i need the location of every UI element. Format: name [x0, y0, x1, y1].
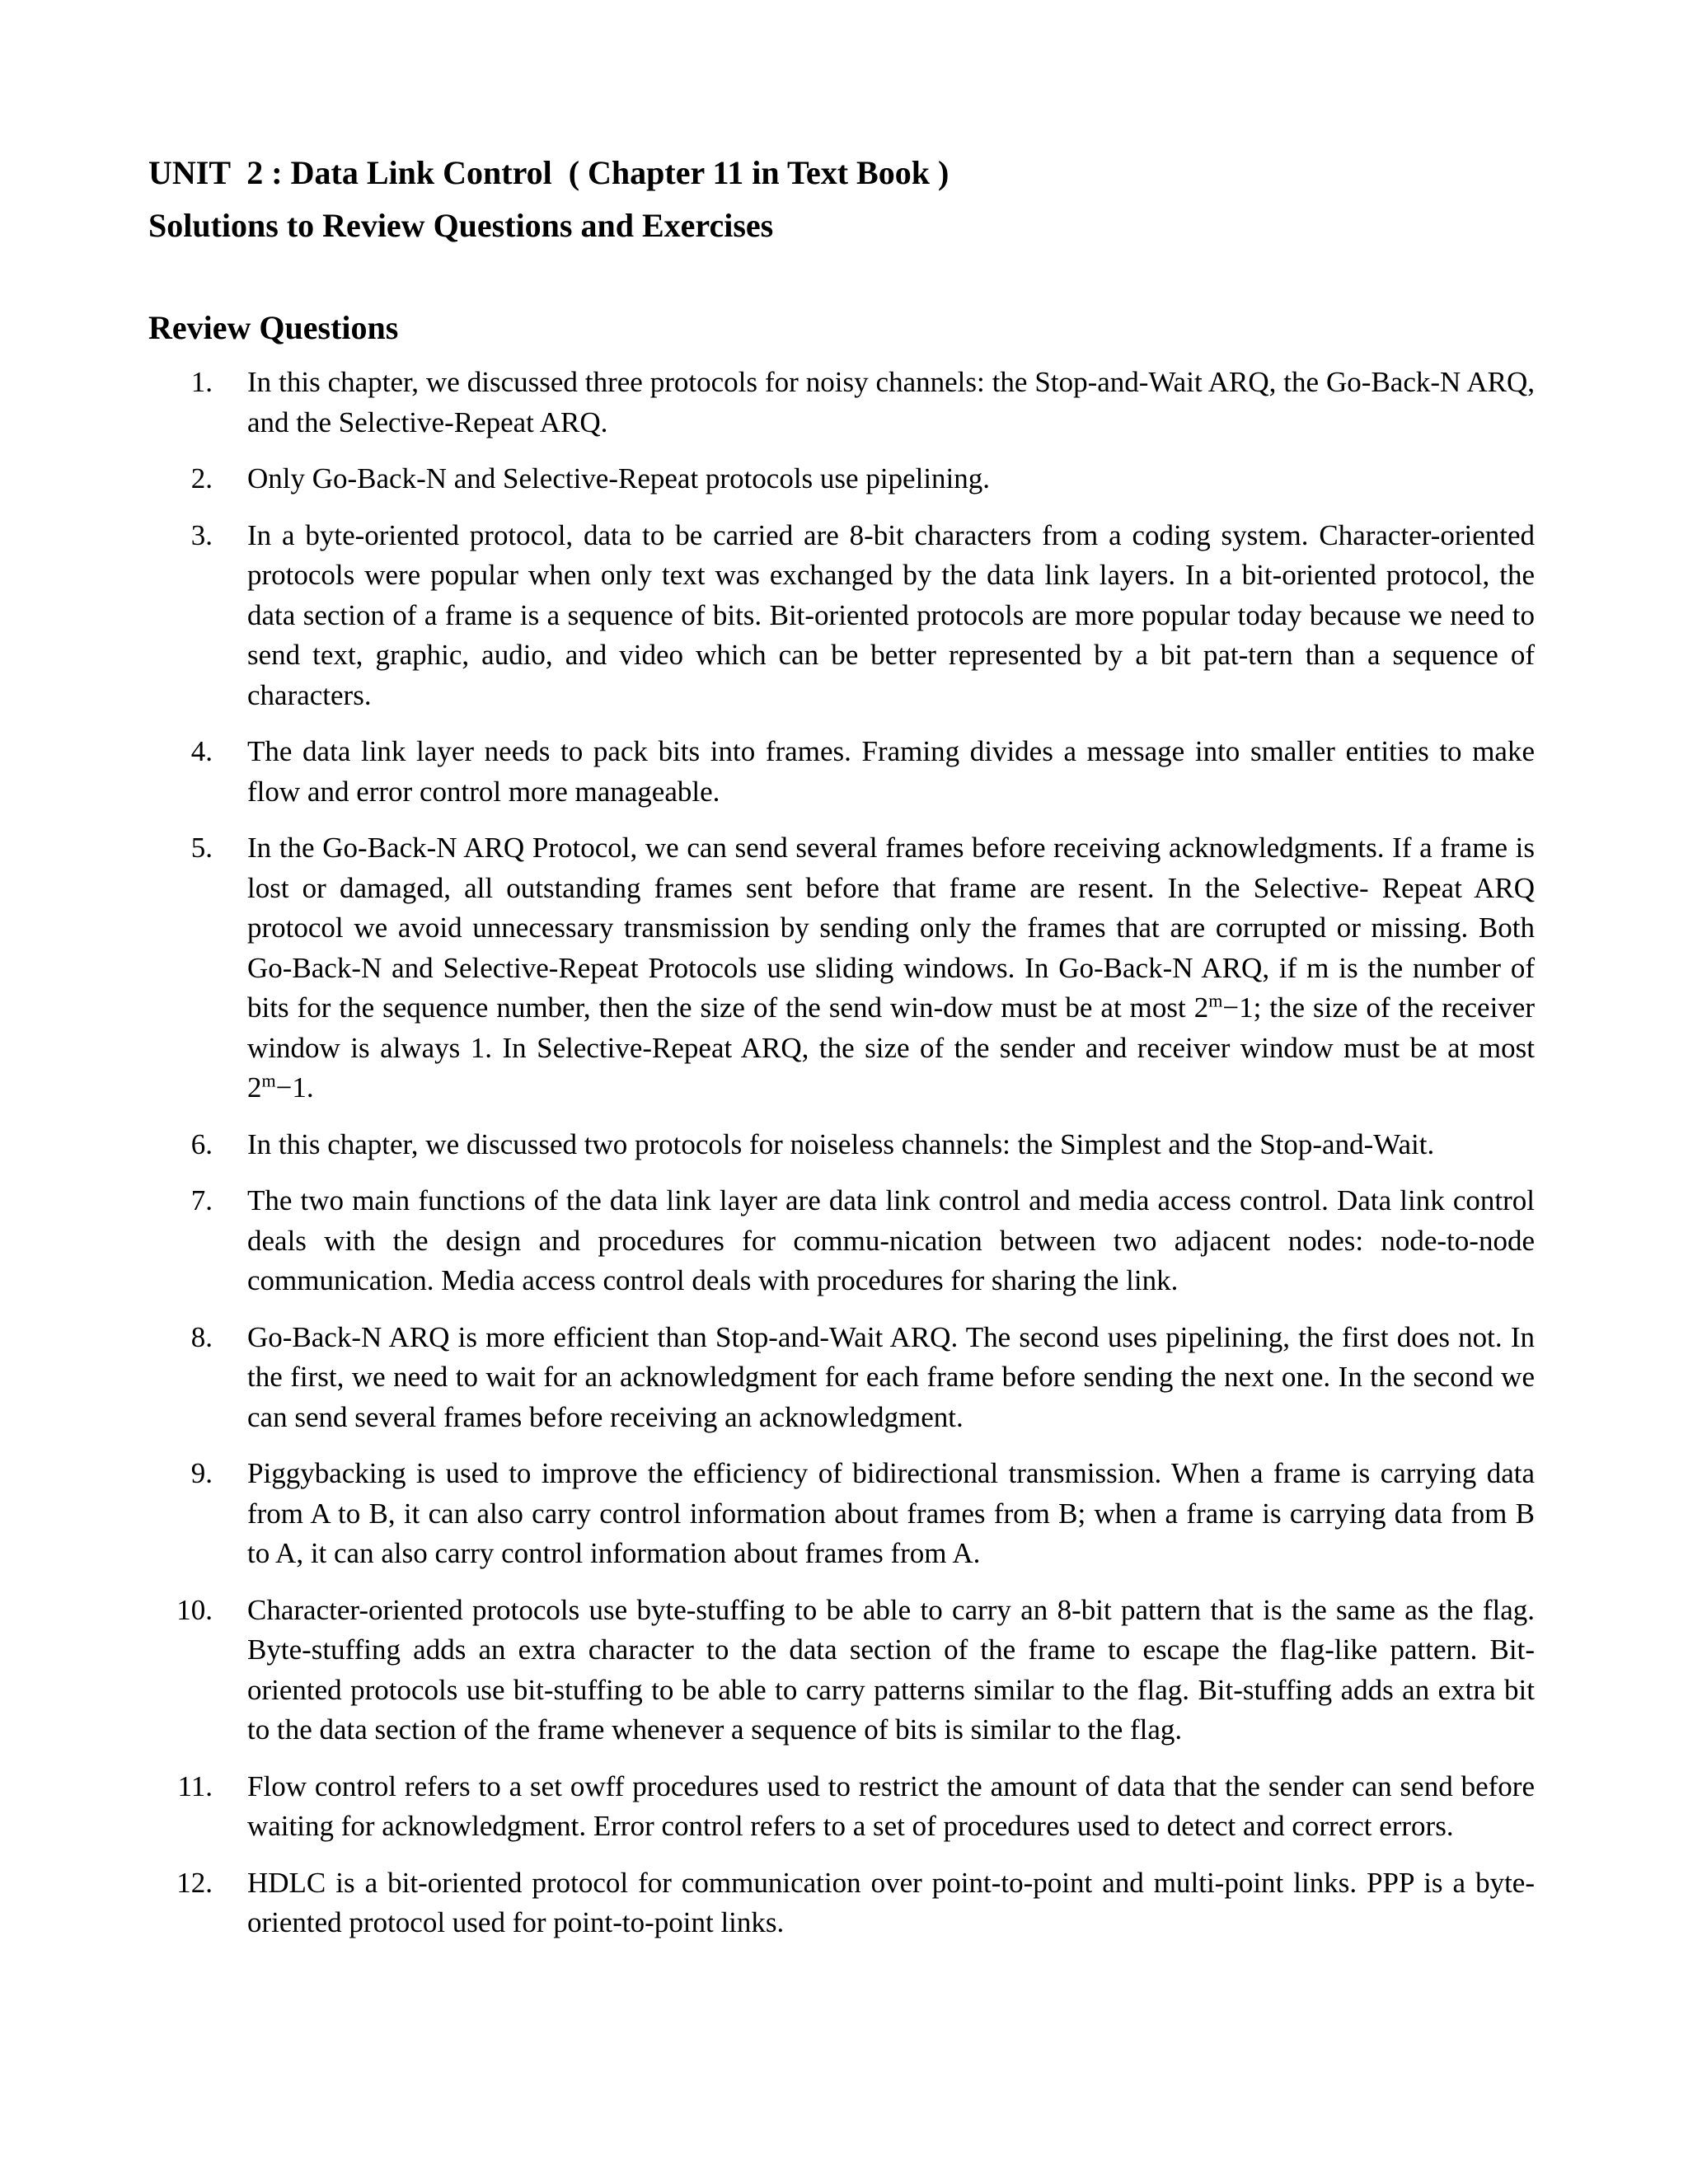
item-text: In this chapter, we discussed three protocols for noisy channels: the Stop-and-Wait ARQ, the Go-Back-N ARQ, and the Selective-Repeat ARQ.	[247, 366, 1535, 438]
item-number: 5.	[190, 832, 213, 864]
list-item	[148, 459, 1535, 499]
item-text-part: −1.	[275, 1071, 314, 1104]
document-page	[148, 147, 1535, 1960]
list-item	[148, 1454, 1535, 1574]
item-number: 7.	[190, 1184, 213, 1216]
item-number: 3.	[190, 518, 213, 551]
item-text: The data link layer needs to pack bits into frames. Framing divides a message into smaller entities to make flow and error control more manageable.	[247, 735, 1535, 808]
item-text-part: In the Go-Back-N ARQ Protocol, we can send several frames before receiving acknowledgments. If a frame is lost or damaged, all outstanding frames sent before that frame are resent. In the Selective- Repeat ARQ protocol we avoid unnecessary transmission by sending only the frames that are corrupted or missing. Both Go-Back-N and Selective-Repeat Protocols use sliding windows. In Go-Back-N ARQ, if m is the number of bits for the sequence number, then the size of the send win-dow must be at most 2	[247, 832, 1535, 1024]
item-text	[247, 832, 1535, 1104]
item-number: 1.	[190, 366, 213, 398]
item-text: Character-oriented protocols use byte-stuffing to be able to carry an 8-bit pattern that is the same as the flag. Byte-stuffing adds an extra character to the data section of the frame to escape the flag-like pattern. Bit-oriented protocols use bit-stuffing to be able to carry patterns similar to the flag. Bit-stuffing adds an extra bit to the data section of the frame whenever a sequence of bits is similar to the flag.	[247, 1593, 1535, 1746]
item-text: HDLC is a bit-oriented protocol for communication over point-to-point and multi-point links. PPP is a byte-oriented protocol used for point-to-point links.	[247, 1866, 1535, 1938]
list-item	[148, 1767, 1535, 1847]
item-number: 2.	[190, 462, 213, 494]
list-item	[148, 1863, 1535, 1943]
list-item	[148, 516, 1535, 716]
item-text: The two main functions of the data link layer are data link control and media access control. Data link control deals with the design and procedures for commu-nication between two adjacent nodes: node-to-node communication. Media access control deals with procedures for sharing the link.	[247, 1184, 1535, 1296]
list-item	[148, 1318, 1535, 1438]
item-text-part: −1; the size of the receiver window is always 1. In Selective-Repeat ARQ, the size of the sender and receiver window must be at most 2	[247, 991, 1535, 1104]
item-number: 4.	[190, 735, 213, 767]
review-questions-list	[148, 363, 1535, 1943]
list-item	[148, 1181, 1535, 1301]
item-number: 11.	[177, 1769, 213, 1802]
item-text: In a byte-oriented protocol, data to be carried are 8-bit characters from a coding system. Character-oriented protocols were popular when only text was exchanged by the data link layers. In a bit-oriented protocol, the data section of a frame is a sequence of bits. Bit-oriented protocols are more popular today because we need to send text, graphic, audio, and video which can be better represented by a bit pat-tern than a sequence of characters.	[247, 518, 1535, 711]
item-number: 6.	[190, 1127, 213, 1160]
list-item	[148, 828, 1535, 1108]
page-title: UNIT 2 : Data Link Control ( Chapter 11 in Text Book )	[148, 154, 950, 191]
superscript-exponent: m	[1208, 990, 1223, 1011]
item-number: 12.	[176, 1866, 213, 1899]
list-item	[148, 1125, 1535, 1165]
section-heading-review-questions: Review Questions	[148, 309, 399, 346]
item-number: 10.	[176, 1593, 213, 1626]
item-number: 8.	[190, 1320, 213, 1353]
item-text: In this chapter, we discussed two protocols for noiseless channels: the Simplest and the Stop-and-Wait.	[247, 1127, 1435, 1160]
list-item	[148, 363, 1535, 443]
item-text: Go-Back-N ARQ is more efficient than Stop-and-Wait ARQ. The second uses pipelining, the first does not. In the first, we need to wait for an acknowledgment for each frame before sending the next one. In the second we can send several frames before receiving an acknowledgment.	[247, 1320, 1535, 1433]
page-subtitle: Solutions to Review Questions and Exercises	[148, 207, 774, 244]
list-item	[148, 1591, 1535, 1750]
item-text: Only Go-Back-N and Selective-Repeat protocols use pipelining.	[247, 462, 991, 494]
item-number: 9.	[190, 1457, 213, 1489]
superscript-exponent: m	[261, 1070, 276, 1091]
item-text: Piggybacking is used to improve the efficiency of bidirectional transmission. When a frame is carrying data from A to B, it can also carry control information about frames from B; when a frame is carrying data from B to A, it can also carry control information about frames from A.	[247, 1457, 1535, 1569]
item-text: Flow control refers to a set owff procedures used to restrict the amount of data that the sender can send before waiting for acknowledgment. Error control refers to a set of procedures used to detect and correct errors.	[247, 1769, 1535, 1842]
list-item	[148, 732, 1535, 812]
